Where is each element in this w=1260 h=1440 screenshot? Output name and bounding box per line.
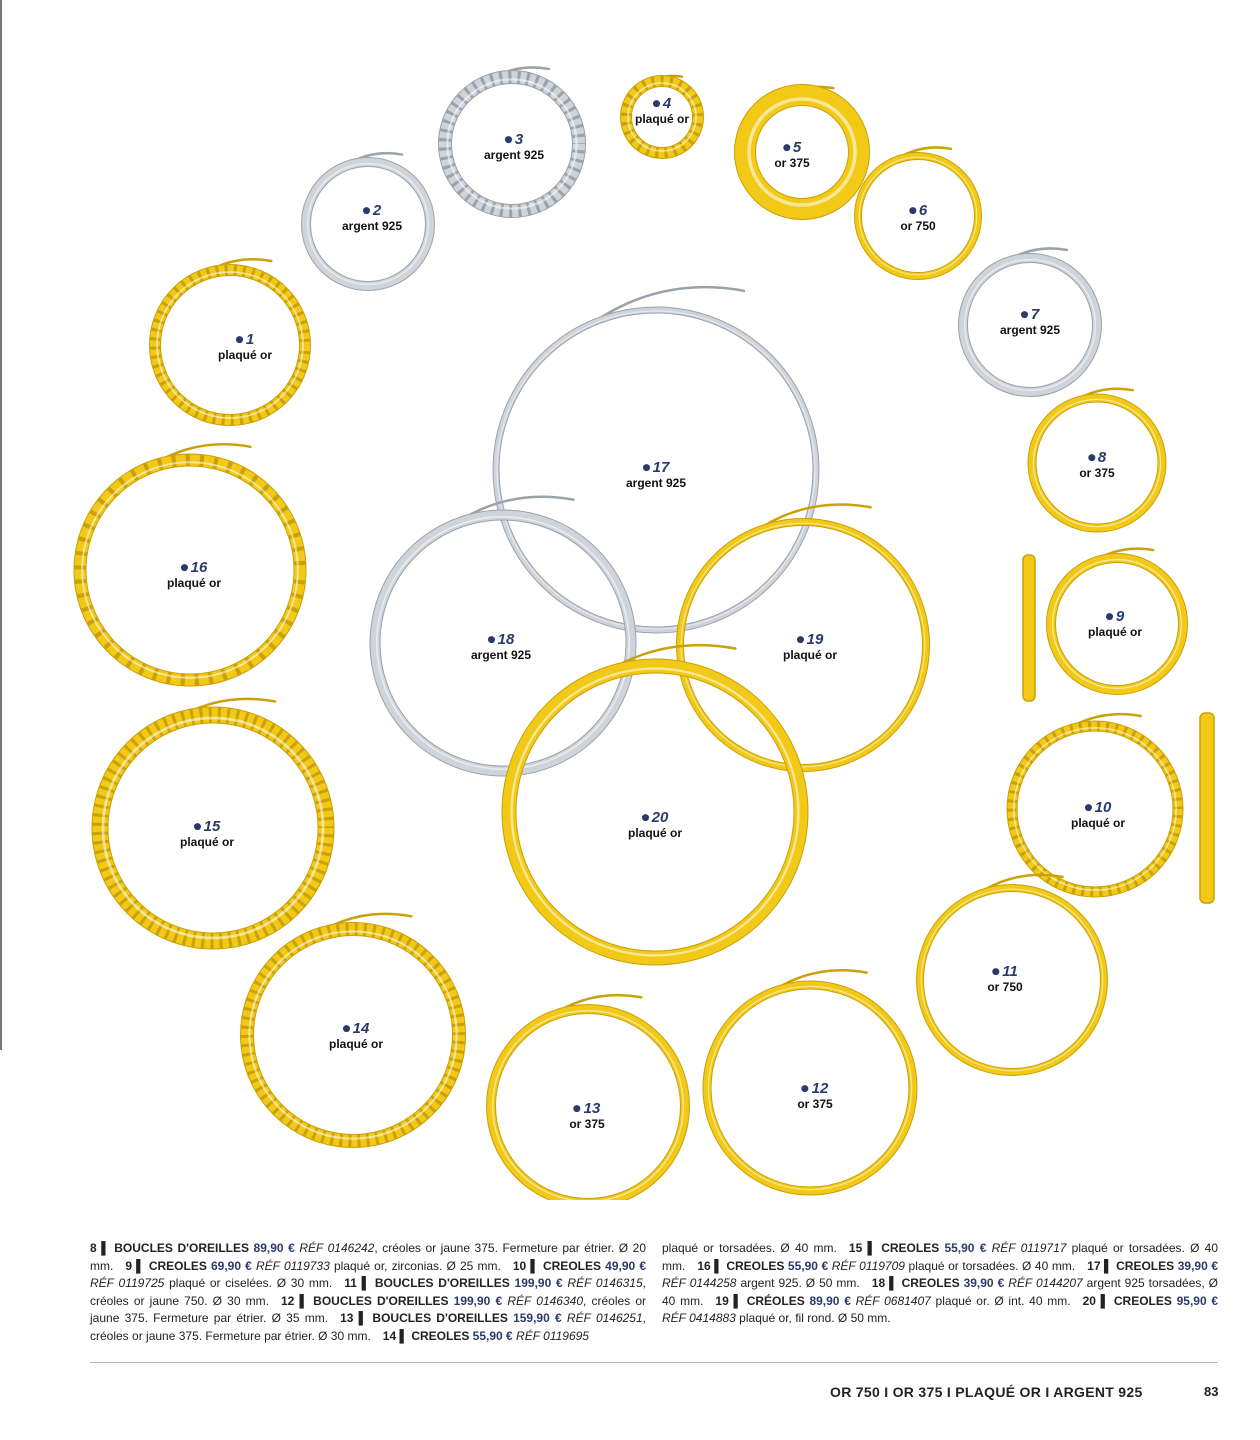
desc-price: 49,90 € — [605, 1258, 647, 1273]
item-material: or 750 — [900, 218, 936, 233]
desc-item-header: 17 ▌ CREOLES — [1087, 1258, 1178, 1273]
desc-ref: RÉF 0146340 — [507, 1293, 583, 1308]
item-number: 11 — [987, 964, 1022, 981]
desc-price: 159,90 € — [513, 1311, 567, 1325]
item-label-12 — [797, 1081, 832, 1111]
desc-price: 55,90 € — [472, 1328, 517, 1343]
desc-price: 69,90 € — [210, 1258, 257, 1273]
item-label-9 — [1088, 609, 1142, 639]
item-number: 1 — [218, 332, 272, 349]
item-material: plaqué or — [328, 1036, 384, 1051]
desc-item-header: 15 ▌ CREOLES — [848, 1241, 945, 1255]
item-number: 2 — [342, 203, 402, 220]
desc-ref: RÉF 0119733 — [256, 1258, 330, 1273]
desc-price: 55,90 € — [944, 1241, 992, 1255]
item-label-5 — [774, 140, 809, 170]
desc-price: 39,90 € — [1177, 1258, 1218, 1273]
item-label-16 — [167, 560, 221, 590]
desc-ref: RÉF 0119717 — [991, 1241, 1067, 1255]
desc-continuation: plaqué or torsadées. Ø 40 mm. — [662, 1241, 849, 1255]
item-material: plaqué or — [217, 347, 273, 362]
desc-item-header: 12 ▌ BOUCLES D'OREILLES — [281, 1293, 454, 1308]
item-label-8 — [1079, 450, 1114, 480]
item-number: 18 — [471, 632, 531, 649]
desc-item-header: 8 ▌ BOUCLES D'OREILLES — [90, 1241, 254, 1255]
item-label-1 — [218, 332, 272, 362]
item-number: 16 — [167, 560, 221, 577]
desc-price: 95,90 € — [1176, 1293, 1219, 1308]
item-number: 19 — [783, 632, 837, 649]
hoop-side-view-9 — [1023, 555, 1035, 701]
desc-ref: RÉF 0119709 — [831, 1258, 905, 1273]
item-number: 7 — [1000, 307, 1060, 324]
desc-price: 89,90 € — [253, 1241, 300, 1255]
desc-price: 55,90 € — [787, 1258, 832, 1273]
item-number: 9 — [1088, 609, 1142, 626]
item-material: plaqué or — [782, 647, 838, 662]
item-number: 5 — [774, 140, 809, 157]
item-material: plaqué or — [634, 111, 690, 126]
item-label-2 — [342, 203, 402, 233]
item-material: plaqué or — [179, 834, 235, 849]
item-label-18 — [471, 632, 531, 662]
item-label-19 — [783, 632, 837, 662]
item-material: argent 925 — [625, 475, 687, 490]
desc-ref: RÉF 0144258 — [662, 1276, 737, 1290]
desc-ref: RÉF 0119725 — [90, 1276, 165, 1290]
item-material: plaqué or — [1070, 815, 1126, 830]
item-number: 13 — [569, 1101, 604, 1118]
item-label-6 — [900, 203, 935, 233]
item-label-13 — [569, 1101, 604, 1131]
item-label-4 — [635, 96, 689, 126]
desc-price: 199,90 € — [514, 1276, 568, 1290]
item-material: or 375 — [797, 1096, 833, 1111]
desc-price: 199,90 € — [453, 1293, 508, 1308]
desc-item-header: 19 ▌ CRÉOLES — [715, 1293, 810, 1308]
hoop-side-view-10 — [1200, 713, 1214, 903]
item-label-17 — [626, 460, 686, 490]
item-number: 14 — [329, 1021, 383, 1038]
footer-divider — [90, 1362, 1218, 1363]
item-label-10 — [1071, 800, 1125, 830]
item-label-3 — [484, 132, 544, 162]
desc-ref: RÉF 0146242 — [299, 1241, 375, 1255]
item-label-14 — [329, 1021, 383, 1051]
footer-categories: OR 750 I OR 375 I PLAQUÉ OR I ARGENT 925 — [830, 1384, 1143, 1400]
item-material: or 375 — [1079, 465, 1115, 480]
item-material: plaqué or — [627, 825, 683, 840]
hoop-13 — [491, 995, 685, 1200]
item-material: or 375 — [774, 155, 810, 170]
item-material: plaqué or — [1087, 624, 1143, 639]
item-material: plaqué or — [166, 575, 222, 590]
item-number: 8 — [1079, 450, 1114, 467]
desc-ref: RÉF 0146251 — [566, 1311, 643, 1325]
desc-ref: RÉF 0144207 — [1008, 1276, 1083, 1290]
desc-item-header: 16 ▌ CREOLES — [697, 1258, 788, 1273]
item-material: argent 925 — [999, 322, 1061, 337]
desc-ref: RÉF 0119695 — [516, 1328, 589, 1343]
desc-price: 89,90 € — [809, 1293, 856, 1308]
hoop-20 — [509, 645, 801, 958]
desc-item-header: 10 ▌ CREOLES — [512, 1258, 606, 1273]
desc-price: 39,90 € — [963, 1276, 1009, 1290]
desc-ref: RÉF 0414883 — [662, 1311, 736, 1325]
item-number: 10 — [1071, 800, 1125, 817]
item-material: or 375 — [569, 1116, 605, 1131]
item-number: 3 — [484, 132, 544, 149]
description-column-left: 8 ▌ BOUCLES D'OREILLES 89,90 € RÉF 0146242, créoles or jaune 375. Fermeture par étrier. Ø 20 mm. 9 ▌ CREOLES 69,90 € RÉF 0119733 plaqué or, zirconias. Ø 25 mm. 10 ▌ CREOLES 49,90 € RÉF 0119725 plaqué or ciselées. Ø 30 mm. 11 ▌ BOUCLES D'OREILLES 199,90 € RÉF 0146315, créoles or jaune 750. Ø 30 mm. 12 ▌ BOUCLES D'OREILLES 199,90 € RÉF 0146340, créoles or jaune 375. Fermeture par étrier. Ø 35 mm. 13 ▌ BOUCLES D'OREILLES 159,90 € RÉF 0146251, créoles or jaune 375. Fermeture par étrier. Ø 30 mm. 14 ▌ CREOLES 55,90 € RÉF 0119695 — [90, 1241, 647, 1343]
desc-item-header: 18 ▌ CREOLES — [871, 1276, 964, 1290]
item-material: argent 925 — [470, 647, 532, 662]
item-material: or 750 — [987, 979, 1023, 994]
desc-item-header: 9 ▌ CREOLES — [125, 1258, 211, 1273]
desc-ref: RÉF 0146315 — [567, 1276, 643, 1290]
item-number: 15 — [180, 819, 234, 836]
item-material: argent 925 — [483, 147, 545, 162]
item-material: argent 925 — [341, 218, 403, 233]
desc-item-header: 11 ▌ BOUCLES D'OREILLES — [344, 1276, 515, 1290]
item-label-11 — [987, 964, 1022, 994]
desc-item-header: 13 ▌ BOUCLES D'OREILLES — [340, 1311, 514, 1325]
description-column-right: plaqué or torsadées. Ø 40 mm. 15 ▌ CREOLES 55,90 € RÉF 0119717 plaqué or torsadées. Ø 40 mm. 16 ▌ CREOLES 55,90 € RÉF 0119709 plaqué or torsadées. Ø 40 mm. 17 ▌ CREOLES 39,90 € RÉF 0144258 argent 925. Ø 50 mm. 18 ▌ CREOLES 39,90 € RÉF 0144207 argent 925 torsadées, Ø 40 mm. 19 ▌ CRÉOLES 89,90 € RÉF 0681407 plaqué or. Ø int. 40 mm. 20 ▌ CREOLES 95,90 € RÉF 0414883 plaqué or, fil rond. Ø 50 mm. — [662, 1241, 1219, 1325]
item-label-7 — [1000, 307, 1060, 337]
desc-ref: RÉF 0681407 — [855, 1293, 931, 1308]
item-label-20 — [628, 810, 682, 840]
desc-item-header: 14 ▌ CREOLES — [382, 1328, 473, 1343]
desc-item-header: 20 ▌ CREOLES — [1082, 1293, 1177, 1308]
item-number: 4 — [635, 96, 689, 113]
item-number: 20 — [628, 810, 682, 827]
item-number: 6 — [900, 203, 935, 220]
item-number: 12 — [797, 1081, 832, 1098]
page-number: 83 — [1204, 1384, 1219, 1399]
item-label-15 — [180, 819, 234, 849]
item-number: 17 — [626, 460, 686, 477]
